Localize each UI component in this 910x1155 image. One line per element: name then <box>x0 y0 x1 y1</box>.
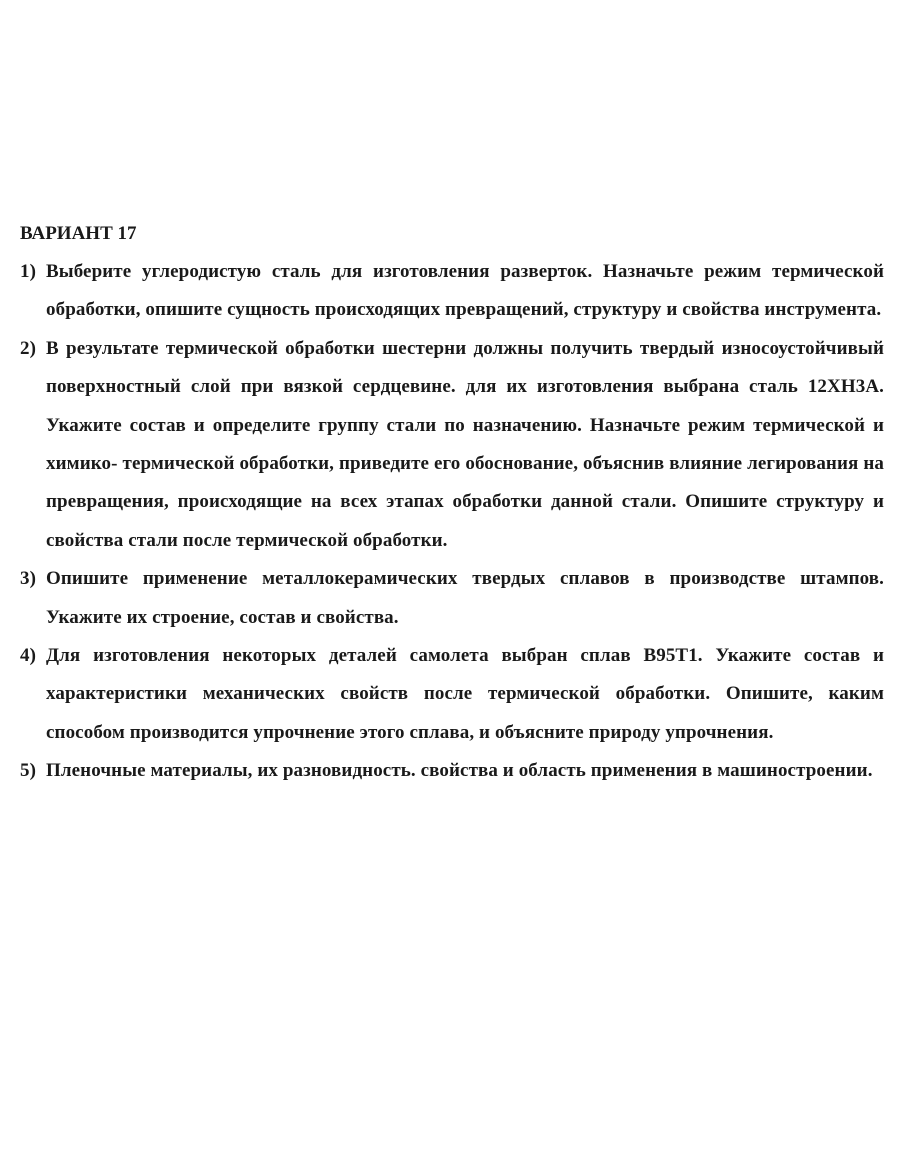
task-item-3 <box>20 560 884 637</box>
task-item-4 <box>20 637 884 752</box>
task-number: 4) <box>20 645 37 667</box>
task-text: В результате термической обработки шестерни должны получить твердый износоустойчивый поверхностный слой при вязкой сердцевине. для их изготовления выбрана сталь 12ХН3А. Укажите состав и определите группу стали по назначению. Назначьте режим термической и химико- термической обработки, приведите его обоснование, объяснив влияние легирования на превращения, происходящие на всех этапах обработки данной стали. Опишите структуру и свойства стали после термической обработки. <box>46 337 884 551</box>
task-text: Выберите углеродистую сталь для изготовления разверток. Назначьте режим термической обработки, опишите сущность происходящих превращений, структуру и свойства инструмента. <box>46 261 884 321</box>
task-number: 1) <box>20 261 37 282</box>
document-page <box>20 215 884 791</box>
task-list <box>20 253 884 791</box>
task-text: Для изготовления некоторых деталей самолета выбран сплав В95Т1. Укажите состав и характеристики механических свойств после термической обработки. Опишите, каким способом производится упрочнение этого сплава, и объясните природу упрочнения. <box>46 645 884 743</box>
task-item-2 <box>20 330 884 560</box>
task-number: 2) <box>20 337 37 359</box>
task-text: Опишите применение металлокерамических твердых сплавов в производстве штампов. Укажите их строение, состав и свойства. <box>46 568 884 628</box>
task-item-5 <box>20 752 884 790</box>
task-number: 5) <box>20 760 37 782</box>
variant-title: ВАРИАНТ 17 <box>20 223 137 244</box>
task-number: 3) <box>20 568 37 590</box>
task-text: Пленочные материалы, их разновидность. свойства и область применения в машиностроении. <box>46 760 873 782</box>
task-item-1 <box>20 253 884 330</box>
